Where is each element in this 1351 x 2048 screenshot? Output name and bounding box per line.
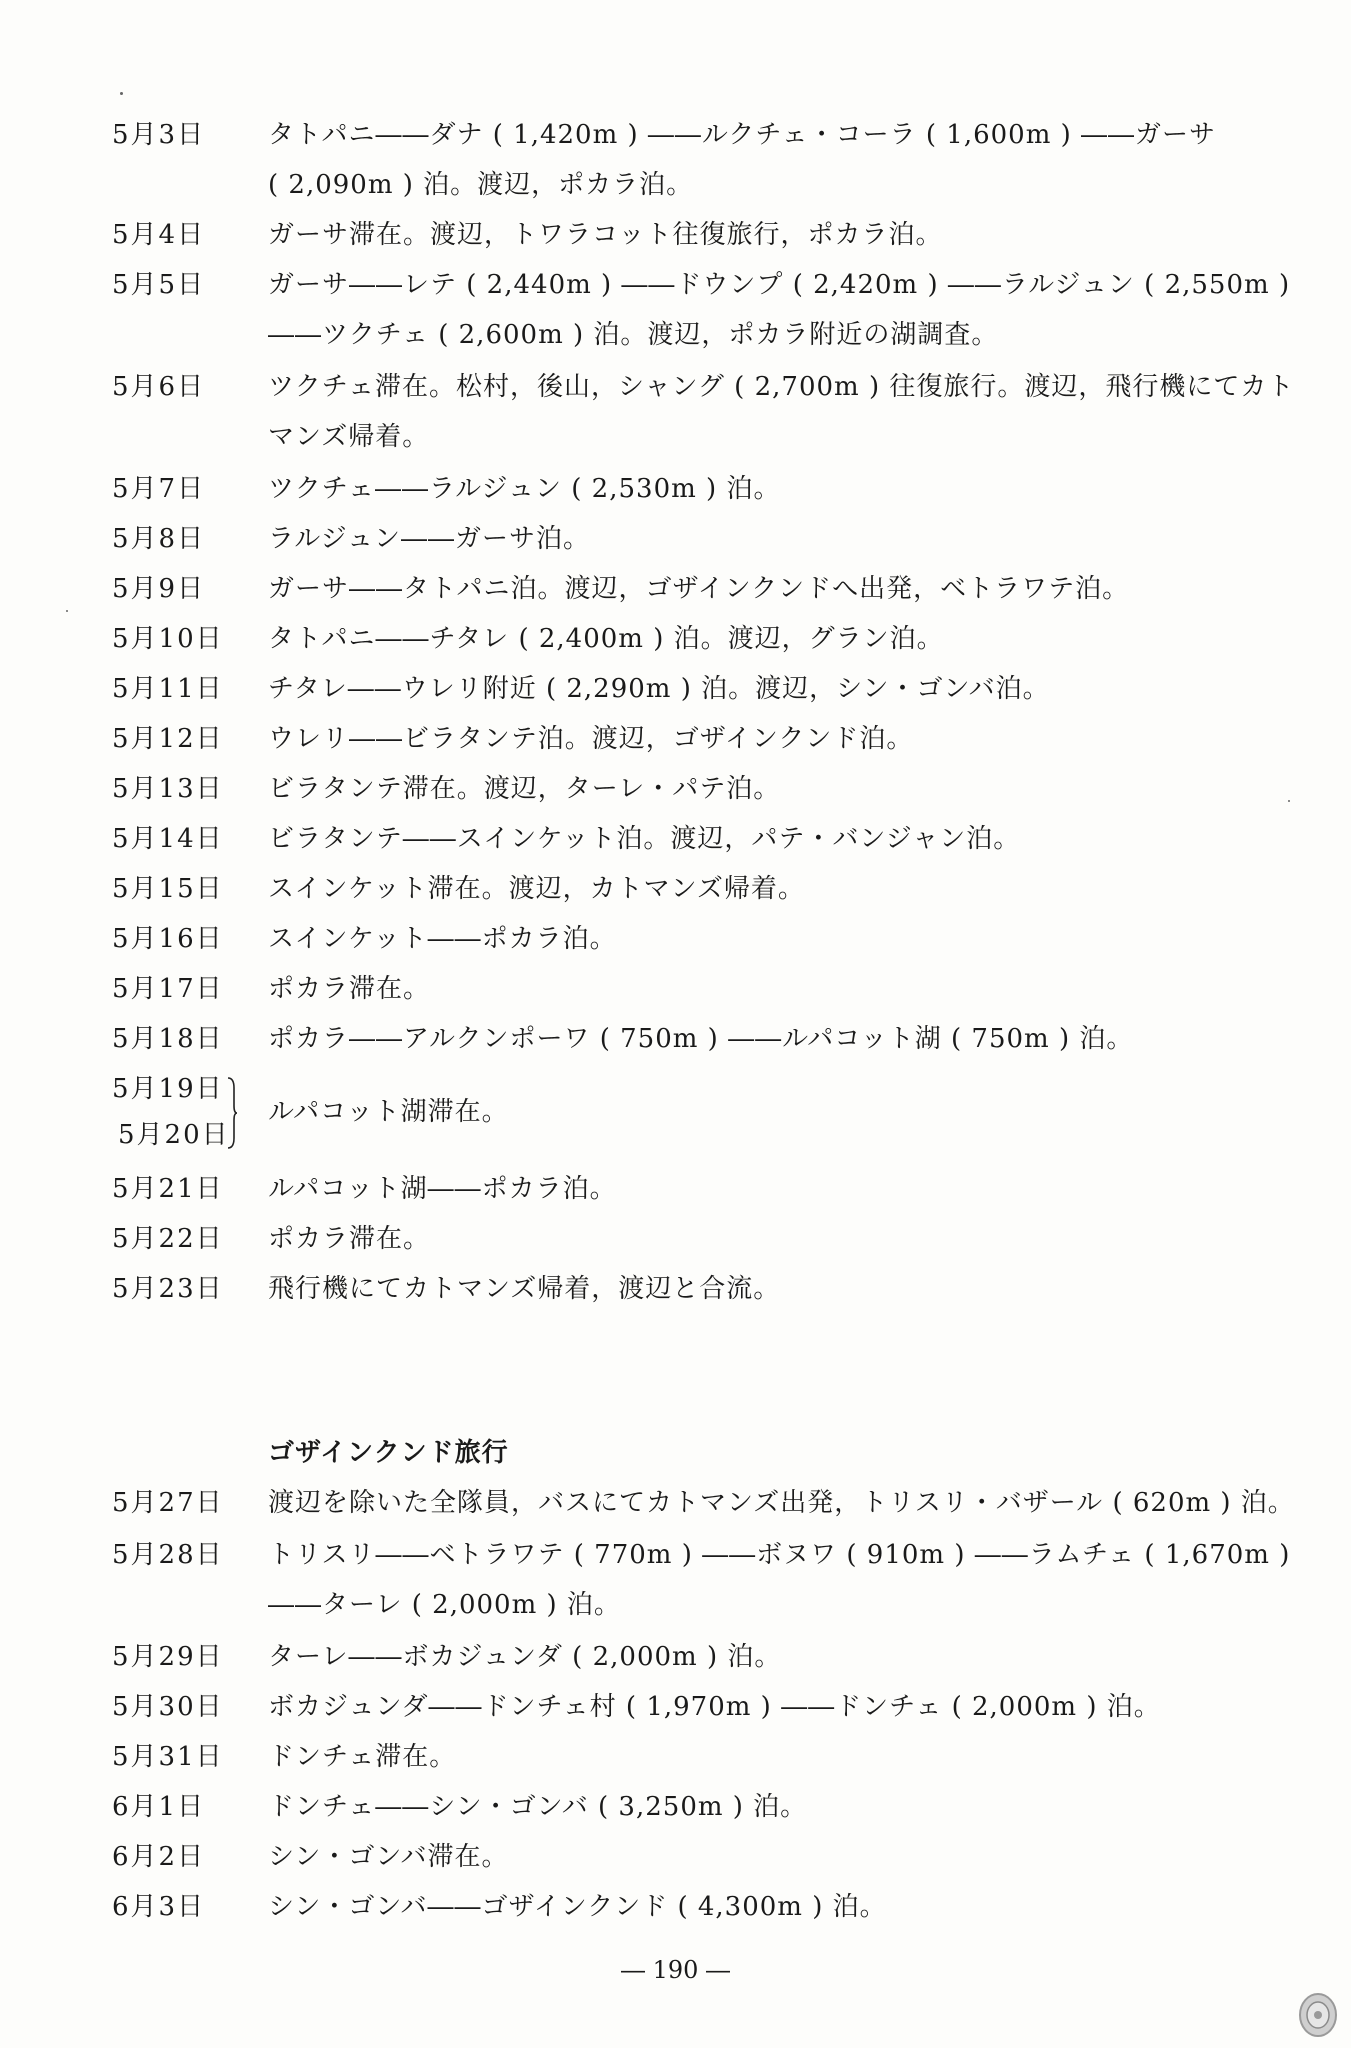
entry-text: タトパニ――ダナ ( 1,420m ) ――ルクチェ・コーラ ( 1,600m ) ――ガーサ [268,120,1217,150]
entry-date: 5月29日 [112,1642,224,1672]
entry-date: 5月12日 [112,724,224,754]
entry-date: 5月15日 [112,874,224,904]
entry-date: 5月3日 [112,120,206,150]
entry-text: 渡辺を除いた全隊員，バスにてカトマンズ出発，トリスリ・バザール ( 620m ) 泊。 [268,1488,1295,1518]
entry-text: ( 2,090m ) 泊。渡辺，ポカラ泊。 [268,170,694,200]
entry-text: ターレ――ボカジュンダ ( 2,000m ) 泊。 [268,1642,782,1672]
entry-text: チタレ――ウレリ附近 ( 2,290m ) 泊。渡辺，シン・ゴンバ泊。 [268,674,1050,704]
entry-text: ガーサ――レテ ( 2,440m ) ――ドウンプ ( 2,420m ) ――ラルジュン ( 2,550m ) [268,270,1291,300]
scan-speck [66,610,68,612]
entry-text: ルパコット湖滞在。 [268,1097,509,1127]
page-number: ― 190 ― [620,1956,731,1984]
scan-speck [1288,800,1290,802]
entry-text: ポカラ滞在。 [268,974,431,1004]
entry-text: 飛行機にてカトマンズ帰着，渡辺と合流。 [268,1274,781,1304]
entry-date: 5月31日 [112,1742,224,1772]
entry-text: ラルジュン――ガーサ泊。 [268,524,591,554]
entry-text: ボカジュンダ――ドンチェ村 ( 1,970m ) ――ドンチェ ( 2,000m ) 泊。 [268,1692,1161,1722]
entry-date: 5月16日 [112,924,224,954]
entry-text: シン・ゴンバ滞在。 [268,1842,509,1872]
entry-text: ビラタンテ――スインケット泊。渡辺，パテ・バンジャン泊。 [268,824,1021,854]
scan-speck [120,92,123,95]
entry-text: ――ツクチェ ( 2,600m ) 泊。渡辺，ポカラ附近の湖調査。 [268,320,999,350]
entry-text: ドンチェ――シン・ゴンバ ( 3,250m ) 泊。 [268,1792,808,1822]
entry-date: 6月3日 [112,1892,206,1922]
entry-date: 5月13日 [112,774,224,804]
entry-text: ポカラ――アルクンポーワ ( 750m ) ――ルパコット湖 ( 750m ) 泊。 [268,1024,1134,1054]
entry-text: ビラタンテ滞在。渡辺，ターレ・パテ泊。 [268,774,781,804]
entry-text: ――ターレ ( 2,000m ) 泊。 [268,1590,621,1620]
entry-text: ポカラ滞在。 [268,1224,431,1254]
entry-text: ウレリ――ビラタンテ泊。渡辺，ゴザインクンド泊。 [268,724,914,754]
entry-date: 5月27日 [112,1488,224,1518]
library-seal-icon [1296,1990,1340,2040]
entry-date: 5月11日 [112,674,224,704]
entry-text: ガーサ滞在。渡辺，トワラコット往復旅行，ポカラ泊。 [268,220,943,250]
entry-text: ツクチェ――ラルジュン ( 2,530m ) 泊。 [268,474,781,504]
entry-date: 5月28日 [112,1540,224,1570]
entry-date: 6月1日 [112,1792,206,1822]
entry-date: 5月20日 [118,1120,230,1150]
entry-text: ガーサ――タトパニ泊。渡辺，ゴザインクンドへ出発，ベトラワテ泊。 [268,574,1130,604]
entry-date: 5月18日 [112,1024,224,1054]
entry-date: 5月9日 [112,574,206,604]
entry-date: 5月17日 [112,974,224,1004]
entry-text: スインケット――ポカラ泊。 [268,924,617,954]
entry-date: 5月21日 [112,1174,224,1204]
entry-text: ドンチェ滞在。 [268,1742,457,1772]
entry-date: 5月6日 [112,372,206,402]
section-title: ゴザインクンド旅行 [268,1438,509,1468]
entry-date: 5月14日 [112,824,224,854]
entry-date: 5月5日 [112,270,206,300]
entry-text: トリスリ――ベトラワテ ( 770m ) ――ボヌワ ( 910m ) ――ラムチェ ( 1,670m ) [268,1540,1291,1570]
entry-date: 5月7日 [112,474,206,504]
entry-date: 5月30日 [112,1692,224,1722]
entry-text: マンズ帰着。 [268,422,430,452]
entry-date: 5月22日 [112,1224,224,1254]
entry-date: 6月2日 [112,1842,206,1872]
right-brace-icon [226,1076,238,1150]
entry-date: 5月10日 [112,624,224,654]
entry-date: 5月23日 [112,1274,224,1304]
entry-text: スインケット滞在。渡辺，カトマンズ帰着。 [268,874,805,904]
entry-date: 5月8日 [112,524,206,554]
entry-text: ルパコット湖――ポカラ泊。 [268,1174,617,1204]
entry-date: 5月19日 [112,1074,224,1104]
entry-date: 5月4日 [112,220,206,250]
entry-text: シン・ゴンバ――ゴザインクンド ( 4,300m ) 泊。 [268,1892,887,1922]
entry-text: タトパニ――チタレ ( 2,400m ) 泊。渡辺，グラン泊。 [268,624,944,654]
entry-text: ツクチェ滞在。松村，後山，シャング ( 2,700m ) 往復旅行。渡辺，飛行機にてカト [268,372,1295,402]
